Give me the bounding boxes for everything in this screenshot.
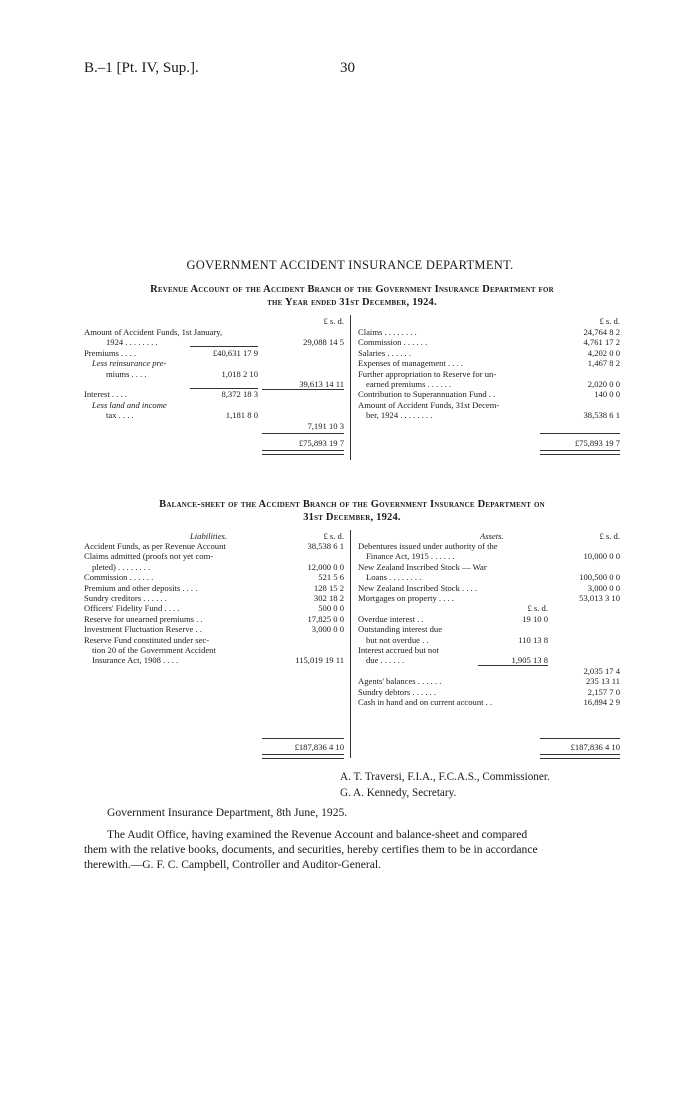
- liability-line: Sundry creditors . . . . . .: [84, 593, 167, 603]
- asset-line: Debentures issued under authority of the: [358, 541, 498, 551]
- page-title: GOVERNMENT ACCIDENT INSURANCE DEPARTMENT.: [186, 258, 514, 272]
- revenue-heading-line2: the Year ended 31st December, 1924.: [267, 297, 437, 308]
- asset-line: New Zealand Inscribed Stock . . . .: [358, 582, 478, 593]
- revenue-left-subamount: 1,181 8 0: [225, 410, 258, 421]
- liability-line: Reserve Fund constituted under sec-: [84, 634, 210, 645]
- assets-label: Assets.: [480, 531, 504, 541]
- revenue-left-line: tax . . . .: [106, 410, 134, 421]
- asset-amount: 2,035 17 4: [583, 665, 620, 676]
- asset-line: Cash in hand and on current account . .: [358, 697, 493, 707]
- liability-amount: 302 18 2: [313, 593, 344, 603]
- revenue-right-amount: 4,761 17 2: [583, 337, 620, 348]
- revenue-right-line: Expenses of management . . . .: [358, 358, 464, 369]
- revenue-left-line: Amount of Accident Funds, 1st January,: [84, 327, 223, 337]
- liability-amount: 128 15 2: [313, 582, 344, 593]
- liability-line: Accident Funds, as per Revenue Account: [84, 541, 226, 551]
- total-rule: [262, 738, 344, 739]
- liability-amount: 3,000 0 0: [311, 624, 344, 635]
- asset-amount: 235 13 11: [585, 676, 620, 687]
- asset-amount: 53,013 3 10: [579, 593, 620, 603]
- assets-total: £187,836 4 10: [570, 742, 620, 752]
- total-double-rule: [262, 450, 344, 455]
- revenue-left-amount: 7,191 10 3: [307, 420, 344, 431]
- revenue-left-subamount: 8,372 18 3: [221, 389, 258, 400]
- revenue-heading: [84, 283, 620, 309]
- revenue-right-line: Contribution to Superannuation Fund . .: [358, 389, 496, 400]
- balance-heading: [84, 498, 620, 524]
- asset-line: Sundry debtors . . . . . .: [358, 686, 437, 697]
- liability-line: Officers' Fidelity Fund . . . .: [84, 603, 180, 614]
- liability-amount: 17,825 0 0: [307, 613, 344, 624]
- asset-subamount: 19 10 0: [522, 613, 548, 624]
- revenue-right-amount: 1,467 8 2: [587, 358, 620, 369]
- liability-line: Investment Fluctuation Reserve . .: [84, 624, 202, 635]
- asset-line: Agents' balances . . . . . .: [358, 676, 442, 687]
- asset-subamount: 1,905 13 8: [511, 655, 548, 666]
- column-header-pounds: £ s. d.: [323, 316, 344, 326]
- liability-line: Insurance Act, 1908 . . . .: [92, 655, 179, 666]
- liability-line: Premium and other deposits . . . .: [84, 582, 198, 593]
- revenue-left-line: Less reinsurance pre-: [92, 358, 167, 369]
- asset-subamount: 110 13 8: [518, 634, 548, 645]
- balance-heading-line2: 31st December, 1924.: [303, 512, 401, 523]
- total-double-rule: [540, 450, 620, 455]
- revenue-left-line: Less land and income: [92, 399, 167, 410]
- balance-divider: [350, 530, 351, 758]
- liabilities-label: Liabilities.: [190, 531, 228, 541]
- revenue-heading-line1: Revenue Account of the Accident Branch of the Government Insurance Department for: [150, 284, 554, 295]
- revenue-right-line: Salaries . . . . . .: [358, 347, 411, 358]
- asset-amount: 2,157 7 0: [587, 686, 620, 697]
- revenue-left-subamount: 1,018 2 10: [221, 368, 258, 379]
- subtotal-rule: [262, 389, 344, 390]
- liability-line: Claims admitted (proofs not yet com-: [84, 551, 214, 562]
- total-rule: [540, 433, 620, 434]
- revenue-right-amount: 24,764 8 2: [583, 327, 620, 337]
- revenue-left-line: Interest . . . .: [84, 389, 127, 400]
- asset-line: Outstanding interest due: [358, 624, 443, 635]
- total-rule: [540, 738, 620, 739]
- commissioner-signature: A. T. Traversi, F.I.A., F.C.A.S., Commissioner.: [340, 771, 550, 783]
- asset-amount: 3,000 0 0: [587, 582, 620, 593]
- total-rule: [262, 433, 344, 434]
- subtotal-rule: [190, 388, 258, 389]
- revenue-left-line: miums . . . .: [106, 368, 147, 379]
- asset-line: New Zealand Inscribed Stock — War: [358, 561, 487, 572]
- column-header-pounds: £ s. d.: [599, 531, 620, 541]
- revenue-left-total: £75,893 19 7: [298, 438, 344, 448]
- dateline: Government Insurance Department, 8th June, 1925.: [107, 806, 348, 819]
- asset-line: due . . . . . .: [366, 655, 405, 666]
- subtotal-rule: [478, 665, 548, 666]
- asset-subamount: £ s. d.: [527, 603, 548, 614]
- revenue-right-line: Amount of Accident Funds, 31st Decem-: [358, 399, 500, 410]
- revenue-left-line: 1924 . . . . . . . .: [106, 337, 158, 348]
- audit-line-2: them with the relative books, documents, and securities, hereby certifies them to be in accordance: [84, 843, 538, 856]
- revenue-right-line: Commission . . . . . .: [358, 337, 428, 348]
- liability-amount: 521 5 6: [318, 572, 344, 583]
- page-number: 30: [340, 60, 355, 76]
- revenue-right-amount: 38,538 6 1: [583, 410, 620, 421]
- audit-line-3: therewith.—G. F. C. Campbell, Controller and Auditor-General.: [84, 858, 381, 871]
- asset-line: Mortgages on property . . . .: [358, 593, 454, 603]
- revenue-left-amount: 29,088 14 5: [303, 337, 344, 348]
- asset-line: but not overdue . .: [366, 634, 429, 645]
- revenue-right-line: Further appropriation to Reserve for un-: [358, 368, 497, 379]
- liability-line: Reserve for unearned premiums . .: [84, 613, 203, 624]
- asset-amount: 100,500 0 0: [579, 572, 620, 583]
- liabilities-total: £187,836 4 10: [294, 742, 344, 752]
- revenue-right-amount: 2,020 0 0: [587, 379, 620, 389]
- revenue-right-line: Claims . . . . . . . .: [358, 327, 417, 337]
- column-header-pounds: £ s. d.: [599, 316, 620, 326]
- revenue-left-amount: 39,613 14 11: [299, 379, 344, 389]
- asset-line: Loans . . . . . . . .: [366, 572, 422, 583]
- balance-heading-line1: Balance-sheet of the Accident Branch of the Government Insurance Department on: [159, 499, 545, 510]
- liability-amount: 12,000 0 0: [307, 561, 344, 572]
- subtotal-rule: [190, 346, 258, 347]
- liability-line: tion 20 of the Government Accident: [92, 645, 216, 655]
- asset-amount: 10,000 0 0: [583, 551, 620, 562]
- total-double-rule: [540, 754, 620, 759]
- liability-amount: 38,538 6 1: [307, 541, 344, 551]
- asset-line: Interest accrued but not: [358, 645, 439, 655]
- asset-amount: 16,894 2 9: [583, 697, 620, 707]
- secretary-signature: G. A. Kennedy, Secretary.: [340, 787, 457, 799]
- total-double-rule: [262, 754, 344, 759]
- revenue-right-amount: 140 0 0: [594, 389, 620, 400]
- liability-line: pleted) . . . . . . . .: [92, 561, 151, 572]
- liability-amount: 115,019 19 11: [295, 655, 344, 666]
- revenue-left-subamount: £40,631 17 9: [212, 347, 258, 358]
- revenue-left-line: Premiums . . . .: [84, 347, 137, 358]
- revenue-right-amount: 4,202 0 0: [587, 347, 620, 358]
- revenue-right-line: ber, 1924 . . . . . . . .: [366, 410, 433, 421]
- running-header: B.–1 [Pt. IV, Sup.].: [84, 60, 199, 76]
- column-header-pounds: £ s. d.: [323, 531, 344, 541]
- asset-line: Finance Act, 1915 . . . . . .: [366, 551, 455, 562]
- revenue-right-line: earned premiums . . . . . .: [366, 379, 452, 389]
- asset-line: Overdue interest . .: [358, 613, 424, 624]
- audit-line-1: The Audit Office, having examined the Revenue Account and balance-sheet and compared: [107, 828, 528, 841]
- liability-amount: 500 0 0: [318, 603, 344, 614]
- revenue-right-total: £75,893 19 7: [574, 438, 620, 448]
- revenue-divider: [350, 315, 351, 460]
- liability-line: Commission . . . . . .: [84, 572, 154, 583]
